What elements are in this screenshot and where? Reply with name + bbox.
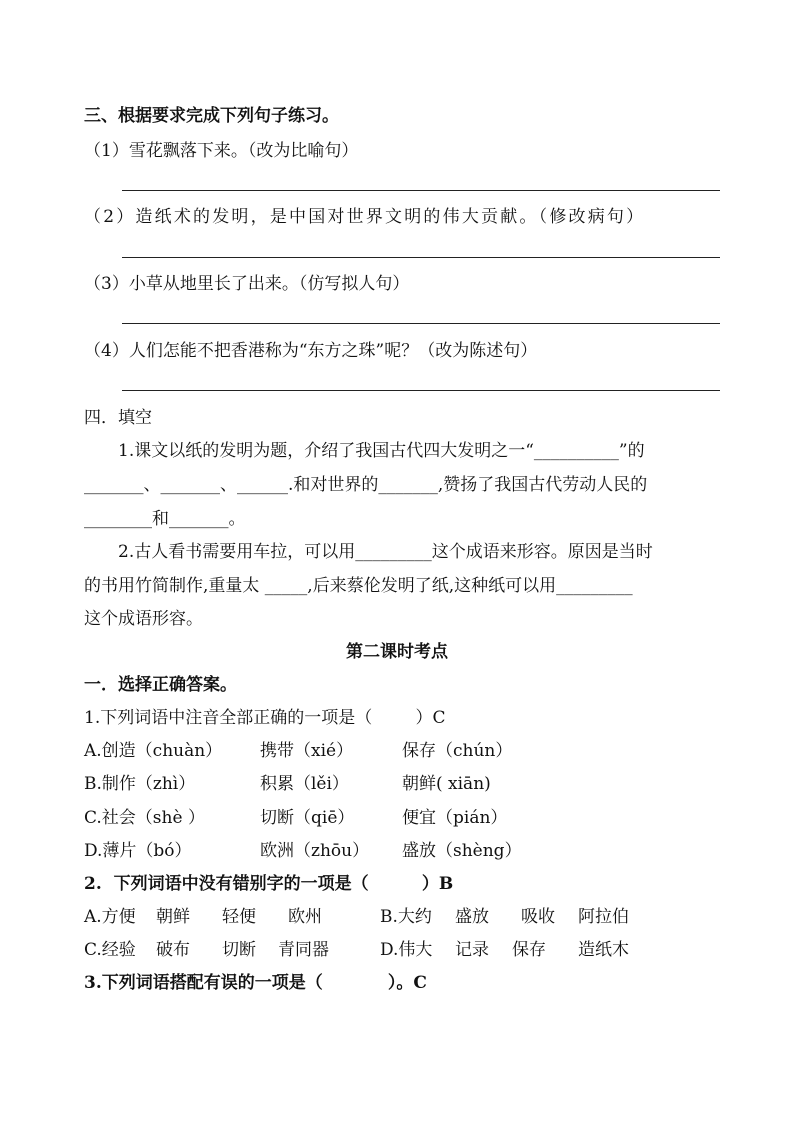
answer-line-2 (122, 257, 720, 258)
q2-option-a: A.方便 (84, 907, 136, 927)
answer-line-1 (122, 190, 720, 191)
q1-option-b: B.制作（zhì） (84, 774, 196, 794)
q2-option-d: D.伟大 (380, 940, 433, 960)
q2-option-c-word-3: 切断 (222, 940, 256, 960)
section4-q2-line-1: 2.古人看书需要用车拉，可以用_________这个成语来形容。原因是当时 (118, 542, 653, 562)
section3-heading: 三、根据要求完成下列句子练习。 (84, 106, 339, 126)
section3-item-4: （4）人们怎能不把香港称为“东方之珠”呢？（改为陈述句） (84, 341, 538, 361)
q2-option-c: C.经验 (84, 940, 136, 960)
lesson2-part1-heading: 一．选择正确答案。 (84, 675, 237, 695)
q2-option-d-word-2: 记录 (455, 940, 489, 960)
q1-option-d-word-2: 欧洲（zhōu） (260, 841, 370, 861)
q2-option-a-word-2: 朝鲜 (156, 907, 190, 927)
answer-line-4 (122, 390, 720, 391)
lesson2-title: 第二课时考点 (346, 642, 448, 662)
answer-line-3 (122, 323, 720, 324)
q1-option-d: D.薄片（bó） (84, 841, 192, 861)
q1-option-c: C.社会（shè ） (84, 808, 205, 828)
q1-option-b-word-3: 朝鲜( xiān) (402, 774, 491, 794)
q1-option-a: A.创造（chuàn） (84, 741, 223, 761)
q2-option-b-word-2: 盛放 (455, 907, 489, 927)
q2-option-c-word-2: 破布 (156, 940, 190, 960)
q2-option-a-word-3: 轻便 (222, 907, 256, 927)
q2-stem: 2. 下列词语中没有错别字的一项是（ ）B (84, 874, 454, 894)
q2-option-b: B.大约 (380, 907, 432, 927)
q2-option-d-word-3: 保存 (512, 940, 546, 960)
section4-heading: 四．填空 (84, 408, 152, 428)
q2-option-a-word-4: 欧州 (288, 907, 322, 927)
section4-q1-line-3: ________和_______。 (84, 509, 246, 529)
q1-stem: 1.下列词语中注音全部正确的一项是（ ）C (84, 708, 446, 728)
section4-q1-line-2: _______、_______、______.和对世界的_______,赞扬了我国古代劳动人民的 (84, 475, 648, 495)
q2-option-c-word-4: 青同器 (278, 940, 329, 960)
q3-stem: 3.下列词语搭配有误的一项是（ ）。C (84, 973, 427, 993)
q1-option-c-word-3: 便宜（pián） (402, 808, 508, 828)
section3-item-1: （1）雪花飘落下来。（改为比喻句） (84, 141, 359, 161)
q2-option-d-word-4: 造纸木 (578, 940, 629, 960)
section3-item-3: （3）小草从地里长了出来。（仿写拟人句） (84, 274, 410, 294)
section3-item-2: （2）造纸术的发明，是中国对世界文明的伟大贡献。（修改病句） (84, 207, 646, 227)
q1-option-c-word-2: 切断（qiē） (260, 808, 355, 828)
q1-option-a-word-3: 保存（chún） (402, 741, 513, 761)
q1-option-a-word-2: 携带（xié） (260, 741, 354, 761)
section4-q2-line-2: 的书用竹简制作,重量太 _____,后来蔡伦发明了纸,这种纸可以用_________ (84, 576, 633, 596)
q2-option-b-word-4: 阿拉伯 (578, 907, 629, 927)
q1-option-d-word-3: 盛放（shèng） (402, 841, 522, 861)
section4-q2-line-3: 这个成语形容。 (84, 609, 203, 629)
section4-q1-line-1: 1.课文以纸的发明为题，介绍了我国古代四大发明之一“__________”的 (118, 441, 645, 461)
q1-option-b-word-2: 积累（lěi） (260, 774, 349, 794)
q2-option-b-word-3: 吸收 (521, 907, 555, 927)
